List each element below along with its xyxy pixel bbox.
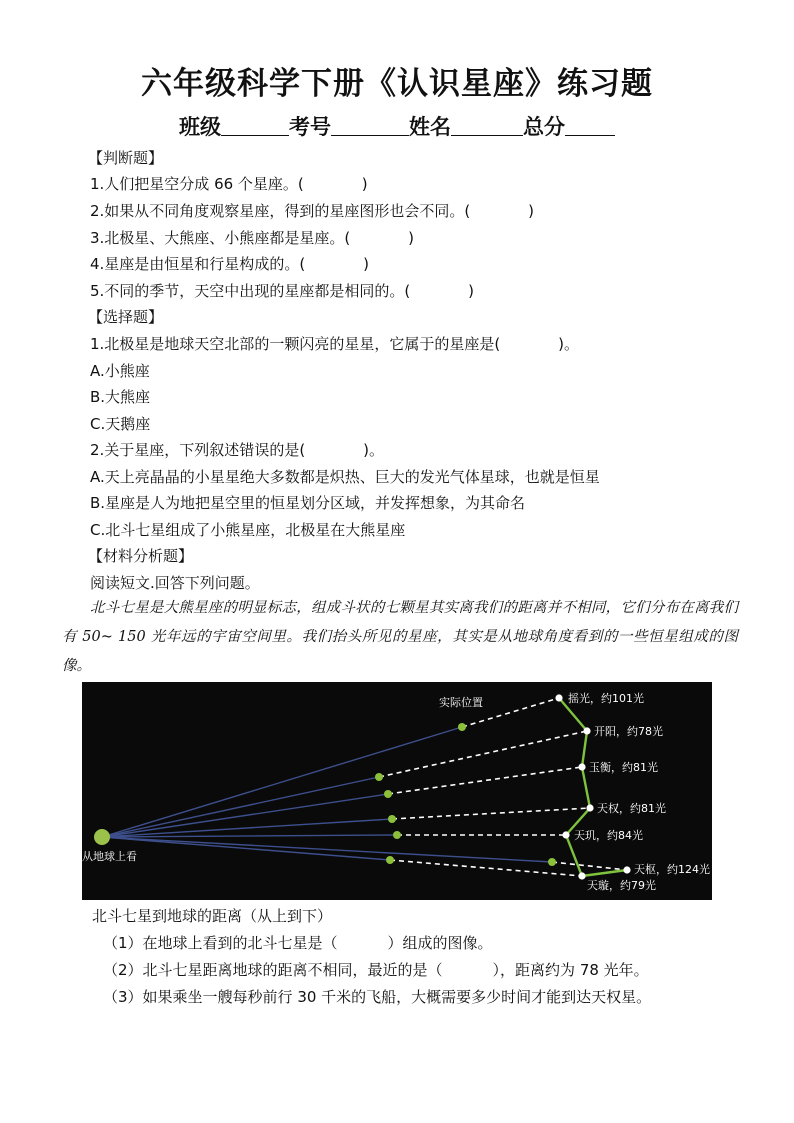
apparent-star-dot <box>388 815 396 823</box>
tf-question-3-close: ) <box>408 229 415 247</box>
sub-question-1-close: ）组成的图像。 <box>387 934 493 952</box>
star-dot <box>555 694 562 701</box>
choice-q2-option-b: B.星座是人为地把星空里的恒星划分区域，并发挥想象，为其命名 <box>90 494 526 512</box>
tf-question-2-close: ) <box>528 202 535 220</box>
choice-question-1-text: 1.北极星是地球天空北部的一颗闪亮的星星，它属于的星座是( <box>90 335 501 353</box>
section-header-material: 【材料分析题】 <box>88 547 194 565</box>
tf-question-1-text: 1.人们把星空分成 66 个星座。( <box>90 175 304 193</box>
material-intro: 阅读短文.回答下列问题。 <box>90 574 260 592</box>
page-title: 六年级科学下册《认识星座》练习题 <box>141 66 653 102</box>
sub-question-1 <box>103 933 493 953</box>
sub-question-2 <box>103 960 649 980</box>
material-paragraph: 北斗七星是大熊星座的明显标志，组成斗状的七颗星其实离我们的距离并不相同，它们分布在离我们有 50~ 150 光年远的宇宙空间里。我们抬头所见的星座，其实是从地球角度看到的一些恒星组成的图像。 <box>62 600 738 674</box>
sub-question-1-text: （1）在地球上看到的北斗七星是（ <box>103 934 338 952</box>
tf-question-4 <box>90 254 369 274</box>
tf-question-5 <box>90 281 474 301</box>
tf-question-1-close: ) <box>361 175 368 193</box>
tf-question-4-close: ) <box>363 255 370 273</box>
sight-line <box>102 837 552 862</box>
dashed-line <box>388 767 582 794</box>
choice-question-2 <box>90 440 384 460</box>
tf-question-5-text: 5.不同的季节，天空中出现的星座都是相同的。( <box>90 282 411 300</box>
star-label-yuheng: 玉衡，约81光 <box>589 761 658 774</box>
apparent-star-dot <box>548 858 556 866</box>
star-label-tianji: 天玑，约84光 <box>574 829 643 842</box>
star-label-tianquan: 天权，约81光 <box>597 802 666 815</box>
choice-q2-option-c: C.北斗七星组成了小熊星座，北极星在大熊星座 <box>90 521 406 539</box>
tf-question-4-text: 4.星座是由恒星和行星构成的。( <box>90 255 306 273</box>
sub-question-3: （3）如果乘坐一艘每秒前行 30 千米的飞船，大概需要多少时间才能到达天权星。 <box>103 988 652 1006</box>
big-dipper-figure <box>82 682 712 900</box>
tf-question-3 <box>90 228 414 248</box>
earth-label: 从地球上看 <box>82 850 137 863</box>
sight-line <box>102 835 397 837</box>
earth-icon <box>94 829 110 845</box>
score-label: 总分 <box>523 115 565 139</box>
tf-question-3-text: 3.北极星、大熊座、小熊座都是星座。( <box>90 229 351 247</box>
class-blank <box>221 115 289 136</box>
star-dot <box>578 763 585 770</box>
apparent-star-dot <box>384 790 392 798</box>
star-dot <box>562 831 569 838</box>
star-dot <box>583 727 590 734</box>
sight-line <box>102 794 388 837</box>
tf-question-5-close: ) <box>468 282 475 300</box>
sight-line <box>102 837 390 860</box>
name-label: 姓名 <box>409 115 451 139</box>
choice-question-1-close: )。 <box>558 335 580 353</box>
section-header-choice: 【选择题】 <box>88 308 164 326</box>
choice-q1-option-c: C.天鹅座 <box>90 415 151 433</box>
sub-question-2-close: ），距离约为 78 光年。 <box>492 961 649 979</box>
star-label-tianxuan: 天璇，约79光 <box>587 879 656 892</box>
star-label-tianshu: 天枢，约124光 <box>634 863 710 876</box>
choice-question-1 <box>90 334 579 354</box>
choice-question-2-text: 2.关于星座，下列叙述错误的是( <box>90 441 306 459</box>
choice-q1-option-a: A.小熊座 <box>90 362 150 380</box>
apparent-star-dot <box>393 831 401 839</box>
star-label-yaoguang: 摇光，约101光 <box>568 692 644 705</box>
apparent-star-dot <box>386 856 394 864</box>
exam-no-label: 考号 <box>289 115 331 139</box>
exam-no-blank <box>331 115 409 136</box>
apparent-star-dot <box>375 773 383 781</box>
star-label-kaiyang: 开阳，约78光 <box>594 725 663 738</box>
score-blank <box>565 115 615 136</box>
dashed-line <box>392 808 590 819</box>
student-info-line <box>0 111 794 141</box>
star-dot <box>623 866 630 873</box>
sub-question-2-text: （2）北斗七星距离地球的距离不相同，最近的是（ <box>103 961 443 979</box>
tf-question-2-text: 2.如果从不同角度观察星座，得到的星座图形也会不同。( <box>90 202 471 220</box>
apparent-star-dot <box>458 723 466 731</box>
section-header-true-false: 【判断题】 <box>88 149 164 167</box>
choice-q2-option-a: A.天上亮晶晶的小星星绝大多数都是炽热、巨大的发光气体星球，也就是恒星 <box>90 468 600 486</box>
choice-q1-option-b: B.大熊座 <box>90 388 151 406</box>
class-label: 班级 <box>179 115 221 139</box>
name-blank <box>451 115 523 136</box>
tf-question-1 <box>90 174 368 194</box>
dashed-line <box>379 731 587 777</box>
figure-caption: 北斗七星到地球的距离（从上到下） <box>92 907 333 925</box>
sight-line <box>102 727 462 837</box>
dashed-line <box>552 862 627 870</box>
actual-position-label: 实际位置 <box>439 696 483 709</box>
choice-question-2-close: )。 <box>363 441 385 459</box>
star-dot <box>586 804 593 811</box>
tf-question-2 <box>90 201 534 221</box>
star-dot <box>578 872 585 879</box>
